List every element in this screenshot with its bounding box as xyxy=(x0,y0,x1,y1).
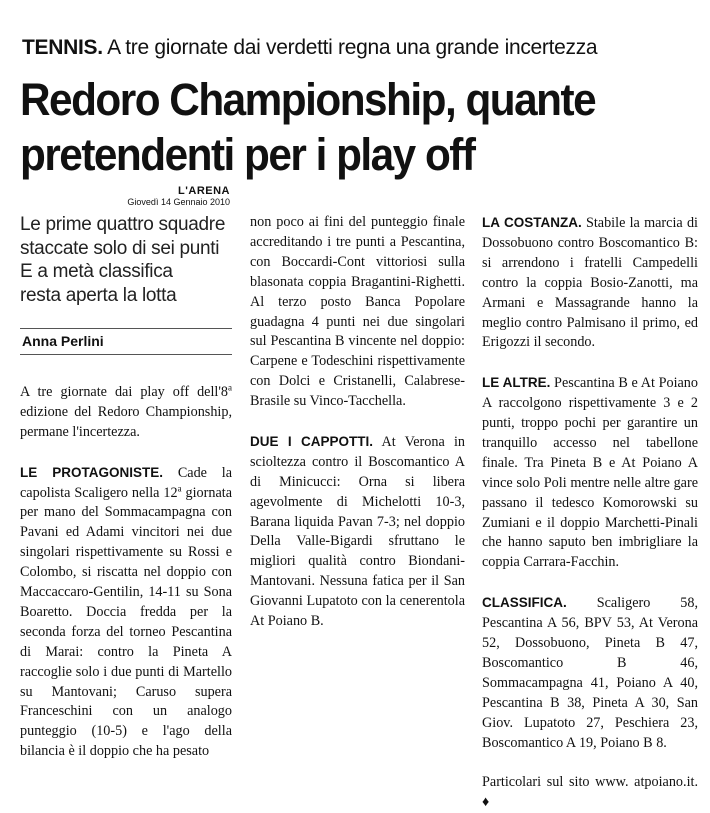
kicker-text: A tre giornate dai verdetti regna una grande incertezza xyxy=(107,36,598,59)
deck-line-2: staccate solo di sei punti xyxy=(20,237,220,259)
cappotti-paragraph xyxy=(250,432,465,632)
deck-line-3: E a metà classifica xyxy=(20,261,173,282)
source-stamp xyxy=(80,186,230,208)
protagoniste-text-1: Cade la capolista Scaligero nella 12 xyxy=(20,464,232,501)
costanza-text: Stabile la marcia di Dossobuono contro Boscomantico B: si arrendono i fratelli Campedelli contro la coppia Bosio-Zanotti, ma Armani e Massagrande hanno la meglio contro Palmisano il primo, ed Erigozzi il secondo. xyxy=(482,215,698,351)
particolari-text: Particolari sul sito www. atpoiano.it. xyxy=(482,774,698,791)
intro-superscript: a xyxy=(228,382,232,393)
headline-line-2: pretendenti per i play off xyxy=(20,129,475,180)
protagoniste-text-2: giornata per mano del Sommacampagna con Pavani ed Adami vincitori nei due singolari rispettivamente su Rossi e Colombo, si riscatta nel doppio con Maccaccaro-Gentilin, 14-11 su Sona Boaretto. Doccia fredda per la seconda forza del torneo Pescantina di Marai: contro la Pineta A raccoglie solo i due punti di Martello su Mantovani; Caruso supera Franceschini con un analogo punteggio (10-5) e l'ago della bilancia è il doppio che ha pesato xyxy=(20,484,232,760)
byline: Anna Perlini xyxy=(22,333,104,349)
article-column-1 xyxy=(20,383,232,762)
publication-date: Giovedì 14 Gennaio 2010 xyxy=(127,197,230,207)
kicker xyxy=(22,36,597,60)
costanza-lead: LA COSTANZA. xyxy=(482,215,582,230)
cappotti-lead: DUE I CAPPOTTI. xyxy=(250,433,374,449)
protagoniste-lead: LE PROTAGONISTE. xyxy=(20,464,164,480)
headline xyxy=(20,72,659,182)
cappotti-text: At Verona in scioltezza contro il Boscomantico A di Minicucci: Orna si libera agevolmente di Michelotti 10-3, Barana liquida Pavan 7-3; nel doppio Della Valle-Bigardi sfruttano le migliori qualità contro Biondani-Mantovani. Nessuna fatica per il San Giovanni Lupatoto con la cenerentola At Poiano B. xyxy=(250,433,465,630)
altre-text: Pescantina B e At Poiano A raccolgono rispettivamente 3 e 2 punti, troppo pochi per garantire un tranquillo accesso nel tabellone finale. Tra Pineta B e At Poiano A vince solo Poli mentre nelle altre gare passano il tedesco Komorowski su Zumiani e il doppio Marchetti-Pinali che hanno saputo ben imbrigliare la coppia Carrara-Facchin. xyxy=(482,375,698,571)
intro-text-2: edizione del Redoro Championship, permane l'incertezza. xyxy=(20,403,232,440)
altre-paragraph xyxy=(482,373,698,573)
intro-text-1: A tre giornate dai play off dell'8 xyxy=(20,384,228,400)
intro-paragraph xyxy=(20,383,232,443)
protagoniste-continued-paragraph xyxy=(250,213,465,412)
classifica-text: Scaligero 58, Pescantina A 56, BPV 53, At Verona 52, Dossobuono, Pineta B 47, Boscomantico B 46, Sommacampagna 41, Poiano A 40, Pescantina B 38, Pineta A 30, San Giov. Lupatoto 27, Peschiera 23, Boscomantico A 19, Poiano B 8. xyxy=(482,595,698,751)
article-column-3 xyxy=(482,213,698,813)
deck-line-4: resta aperta la lotta xyxy=(20,284,177,306)
end-mark-icon: ♦ xyxy=(482,794,490,811)
classifica-lead: CLASSIFICA. xyxy=(482,595,567,611)
deck xyxy=(20,213,232,307)
deck-line-1: Le prime quattro squadre xyxy=(20,214,226,235)
byline-bottom-rule xyxy=(20,354,232,355)
headline-line-1: Redoro Championship, quante xyxy=(20,74,596,125)
altre-lead: LE ALTRE. xyxy=(482,375,551,391)
costanza-paragraph xyxy=(482,213,698,353)
particolari-paragraph xyxy=(482,773,698,813)
kicker-label: TENNIS. xyxy=(22,36,103,59)
article-column-2 xyxy=(250,213,465,632)
publication-name: L'ARENA xyxy=(178,185,230,197)
protagoniste-continued-text: non poco ai fini del punteggio finale accreditando i tre punti a Pescantina, con Boccardi-Cont vittoriosi sulla blasonata coppia Bragantini-Righetti. Al terzo posto Banca Popolare guadagna 4 punti nei due singolari sul Pescantina B vincente nel doppio: Carpene e Todeschini rispettivamente con Dolci e Cristanelli, Calabrese-Brasile su Vinco-Tacchella. xyxy=(250,214,465,410)
protagoniste-superscript: a xyxy=(177,482,182,493)
protagoniste-paragraph xyxy=(20,463,232,763)
byline-top-rule xyxy=(20,328,232,329)
classifica-paragraph xyxy=(482,593,698,753)
